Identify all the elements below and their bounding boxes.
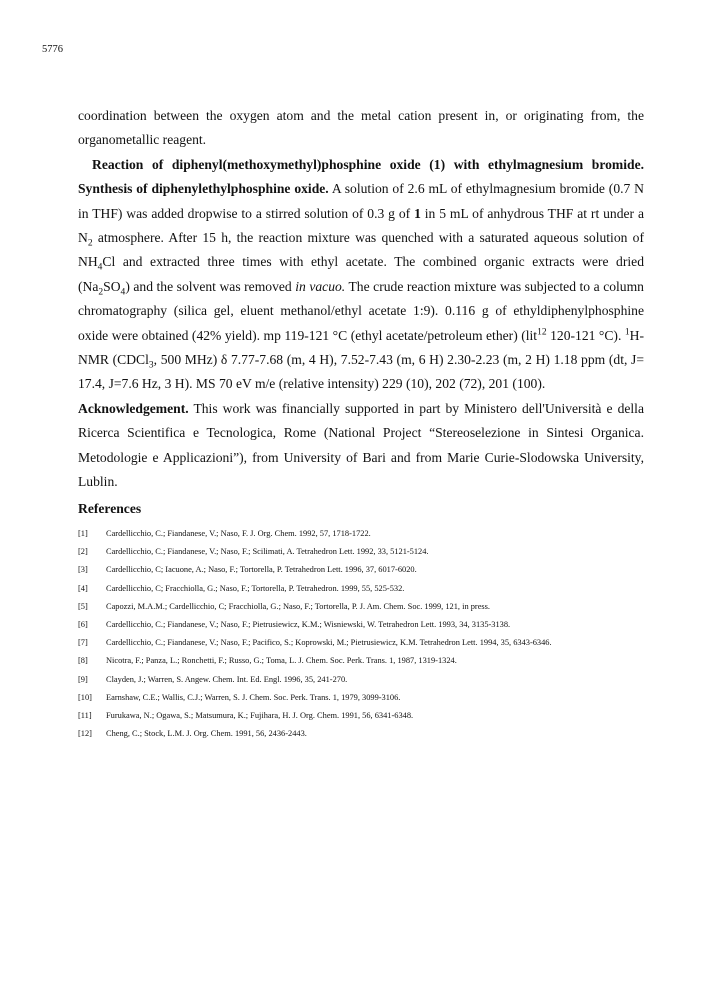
references-title: References bbox=[78, 500, 142, 516]
reaction-text-6: The crude reaction mixture was subjected to a column chromatography (silica gel, eluent methanol/ethyl acetate 1:9). 0.116 g of ethyldiphenylphosphine oxide were obtained (42% yield). mp 119-121 °C (ethyl acetate/petroleum ether) (lit bbox=[78, 278, 644, 343]
reaction-text-7: 120-121 °C). bbox=[550, 327, 622, 343]
reference-number: [3] bbox=[78, 565, 88, 575]
reference-text: Cardellicchio, C; Iacuone, A.; Naso, F.; Tortorella, P. Tetrahedron Lett. 1996, 37, 6017-6020. bbox=[106, 565, 417, 575]
reference-item bbox=[78, 652, 644, 670]
reference-item bbox=[78, 707, 644, 725]
reference-number: [1] bbox=[78, 528, 88, 538]
reference-number: [5] bbox=[78, 601, 88, 611]
lit-superscript: 12 bbox=[537, 327, 547, 338]
reference-text: Furukawa, N.; Ogawa, S.; Matsumura, K.; Fujihara, H. J. Org. Chem. 1991, 56, 6341-6348. bbox=[106, 710, 414, 720]
reference-item bbox=[78, 561, 644, 579]
reference-text: Clayden, J.; Warren, S. Angew. Chem. Int. Ed. Engl. 1996, 35, 241-270. bbox=[106, 674, 348, 684]
reference-number: [10] bbox=[78, 692, 92, 702]
reference-number: [9] bbox=[78, 674, 88, 684]
reference-item bbox=[78, 689, 644, 707]
reaction-text-5: ) and the solvent was removed bbox=[125, 278, 292, 294]
reference-list bbox=[78, 525, 644, 743]
reaction-text-4: Cl and extracted three times with ethyl acetate. The combined organic extracts were dried (Na bbox=[78, 254, 644, 294]
so-text: SO bbox=[103, 278, 121, 294]
reference-item bbox=[78, 671, 644, 689]
reaction-text-3: atmosphere. After 15 h, the reaction mixture was quenched with a saturated aqueous solution of NH bbox=[78, 230, 645, 270]
reference-item bbox=[78, 580, 644, 598]
reference-number: [2] bbox=[78, 547, 88, 557]
reference-text: Cardellicchio, C.; Fiandanese, V.; Naso, F.; Pacifico, S.; Koprowski, M.; Pietrusiewicz, K.M. Tetrahedron Lett. 1994, 35, 6343-6346. bbox=[106, 638, 552, 648]
cdcl-subscript: 3 bbox=[148, 360, 154, 371]
reference-number: [8] bbox=[78, 656, 88, 666]
h-superscript: 1 bbox=[624, 327, 630, 338]
in-vacuo: in vacuo. bbox=[295, 278, 346, 294]
compound-number: 1 bbox=[414, 205, 421, 221]
reaction-paragraph bbox=[78, 153, 644, 397]
reaction-text-1: A solution of 2.6 mL of ethylmagnesium bromide (0.7 N in THF) was added dropwise to a stirred solution of 0.3 g of bbox=[78, 181, 644, 221]
reference-text: Cardellicchio, C.; Fiandanese, V.; Naso, F.; Pietrusiewicz, K.M.; Wisniewski, W. Tetrahedron Lett. 1993, 34, 3135-3138. bbox=[106, 619, 511, 629]
reaction-text-9: , 500 MHz) δ 7.77-7.68 (m, 4 H), 7.52-7.43 (m, 6 H) 2.30-2.23 (m, 2 H) 1.18 ppm (dt, J= 17.4, J=7.6 Hz, 3 H). MS 70 eV m/e (relative intensity) 229 (10), 202 (72), 201 (100). bbox=[78, 352, 644, 392]
reference-text: Cardellicchio, C.; Fiandanese, V.; Naso, F.; Scilimati, A. Tetrahedron Lett. 1992, 33, 5121-5124. bbox=[106, 547, 429, 557]
acknowledgement-paragraph bbox=[78, 397, 644, 495]
reference-number: [7] bbox=[78, 638, 88, 648]
na-subscript: 2 bbox=[98, 287, 104, 298]
reaction-text-8: H-NMR (CDCl bbox=[78, 327, 644, 368]
reference-number: [12] bbox=[78, 729, 92, 739]
acknowledgement-title: Acknowledgement. bbox=[78, 400, 189, 416]
reference-number: [6] bbox=[78, 619, 88, 629]
reference-text: Earnshaw, C.E.; Wallis, C.J.; Warren, S. J. Chem. Soc. Perk. Trans. 1, 1979, 3099-3106. bbox=[106, 692, 401, 702]
reference-text: Nicotra, F.; Panza, L.; Ronchetti, F.; Russo, G.; Toma, L. J. Chem. Soc. Perk. Trans. 1, 1987, 1319-1324. bbox=[106, 656, 457, 666]
n2-subscript: 2 bbox=[87, 238, 93, 249]
nh4-subscript: 4 bbox=[97, 263, 103, 274]
acknowledgement-text: This work was financially supported in part by Ministero dell'Università e della Ricerca Scientifica e Tecnologica, Rome (National Project “Stereoselezione in Sintesi Organica. Metodologie e Applicazioni”), from University of Bari and from Marie Curie-Slodowska University, Lublin. bbox=[78, 400, 644, 490]
reference-text: Capozzi, M.A.M.; Cardellicchio, C; Fracchiolla, G.; Naso, F.; Tortorella, P. J. Am. Chem. Soc. 1999, 121, in press. bbox=[106, 601, 491, 611]
reaction-heading: Reaction of diphenyl(methoxymethyl)phosphine oxide (1) with ethylmagnesium bromide. Synthesis of diphenylethylphosphine oxide. bbox=[78, 156, 644, 197]
reference-item bbox=[78, 525, 644, 543]
reference-text: Cardellicchio, C.; Fiandanese, V.; Naso, F. J. Org. Chem. 1992, 57, 1718-1722. bbox=[106, 528, 371, 538]
reference-item bbox=[78, 543, 644, 561]
reference-item bbox=[78, 598, 644, 616]
reference-item bbox=[78, 634, 644, 652]
reference-item bbox=[78, 725, 644, 743]
reference-item bbox=[78, 616, 644, 634]
so-subscript: 4 bbox=[120, 287, 126, 298]
article-body bbox=[78, 104, 644, 743]
paragraph-continuation: coordination between the oxygen atom and the metal cation present in, or originating from, the organometallic reagent. bbox=[78, 108, 644, 148]
reference-number: [4] bbox=[78, 583, 88, 593]
page-number: 5776 bbox=[42, 44, 63, 55]
reaction-text-2: in 5 mL of anhydrous THF at rt under a N bbox=[78, 205, 644, 246]
reference-number: [11] bbox=[78, 710, 92, 720]
reference-text: Cardellicchio, C; Fracchiolla, G.; Naso, F.; Tortorella, P. Tetrahedron. 1999, 55, 525-532. bbox=[106, 583, 405, 593]
reference-text: Cheng, C.; Stock, L.M. J. Org. Chem. 1991, 56, 2436-2443. bbox=[106, 729, 307, 739]
